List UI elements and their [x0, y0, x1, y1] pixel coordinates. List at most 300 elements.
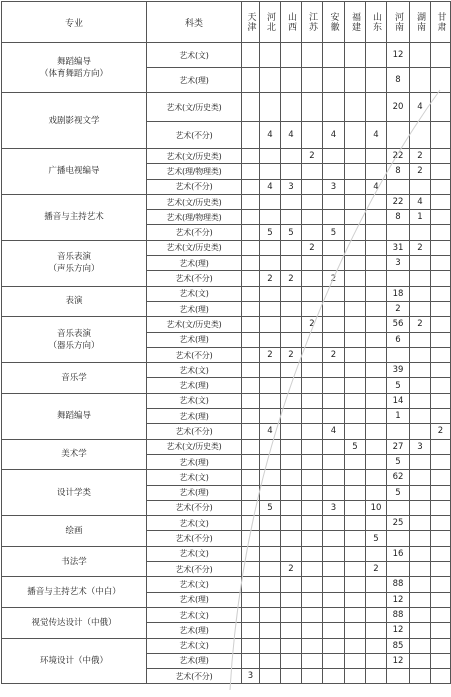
quota-cell — [260, 638, 281, 653]
quota-cell — [302, 409, 323, 424]
quota-cell — [281, 68, 302, 93]
quota-cell — [281, 653, 302, 668]
quota-cell — [431, 562, 451, 577]
quota-cell — [260, 301, 281, 316]
quota-cell — [281, 638, 302, 653]
quota-cell: 4 — [410, 194, 431, 209]
enrollment-plan-table — [1, 1, 451, 684]
quota-cell — [323, 623, 345, 638]
quota-cell — [410, 485, 431, 500]
header-category: 科类 — [147, 2, 242, 43]
category-cell: 艺术(不分) — [147, 531, 242, 546]
major-name: 舞蹈编导 — [2, 393, 147, 439]
quota-cell — [410, 638, 431, 653]
quota-cell — [366, 409, 387, 424]
quota-cell — [242, 363, 260, 378]
quota-cell — [302, 225, 323, 240]
quota-cell — [323, 653, 345, 668]
quota-cell: 2 — [410, 240, 431, 255]
quota-cell — [345, 409, 366, 424]
quota-cell — [410, 363, 431, 378]
quota-cell — [323, 194, 345, 209]
quota-cell — [260, 562, 281, 577]
quota-cell — [260, 332, 281, 347]
quota-cell — [366, 332, 387, 347]
table-row — [2, 470, 451, 485]
quota-cell — [323, 577, 345, 592]
quota-cell — [260, 378, 281, 393]
quota-cell: 14 — [387, 393, 410, 408]
quota-cell — [260, 577, 281, 592]
category-cell: 艺术(文/历史类) — [147, 317, 242, 332]
quota-cell — [387, 179, 410, 194]
category-cell: 艺术(不分) — [147, 225, 242, 240]
quota-cell: 2 — [281, 271, 302, 286]
header-province: 福建 — [345, 2, 366, 43]
quota-cell — [410, 424, 431, 439]
quota-cell — [366, 43, 387, 68]
quota-cell — [431, 240, 451, 255]
major-name: 音乐表演 （器乐方向） — [2, 317, 147, 363]
major-name: 戏剧影视文学 — [2, 93, 147, 149]
quota-cell — [431, 500, 451, 515]
category-cell: 艺术(理) — [147, 653, 242, 668]
quota-cell — [242, 301, 260, 316]
quota-cell: 1 — [410, 210, 431, 225]
quota-cell — [302, 638, 323, 653]
quota-cell — [345, 122, 366, 149]
quota-cell — [260, 470, 281, 485]
quota-cell — [281, 546, 302, 561]
quota-cell: 8 — [387, 210, 410, 225]
quota-cell — [323, 607, 345, 622]
quota-cell — [260, 409, 281, 424]
quota-cell — [345, 653, 366, 668]
quota-cell — [431, 638, 451, 653]
quota-cell: 27 — [387, 439, 410, 454]
major-name: 设计学类 — [2, 470, 147, 516]
quota-cell — [410, 393, 431, 408]
quota-cell — [242, 286, 260, 301]
quota-cell — [242, 424, 260, 439]
category-cell: 艺术(文) — [147, 363, 242, 378]
quota-cell — [431, 179, 451, 194]
quota-cell: 12 — [387, 653, 410, 668]
quota-cell — [345, 256, 366, 271]
quota-cell — [345, 271, 366, 286]
quota-cell: 2 — [302, 240, 323, 255]
quota-cell: 4 — [366, 179, 387, 194]
quota-cell — [302, 393, 323, 408]
quota-cell — [302, 669, 323, 684]
quota-cell — [345, 454, 366, 469]
quota-cell: 4 — [323, 424, 345, 439]
quota-cell — [323, 546, 345, 561]
quota-cell — [242, 240, 260, 255]
quota-cell — [302, 256, 323, 271]
header-major: 专业 — [2, 2, 147, 43]
quota-cell — [242, 470, 260, 485]
table-body — [2, 43, 451, 684]
quota-cell — [431, 210, 451, 225]
quota-cell — [431, 194, 451, 209]
table-row — [2, 317, 451, 332]
quota-cell: 3 — [387, 256, 410, 271]
quota-cell — [281, 607, 302, 622]
quota-cell: 25 — [387, 516, 410, 531]
quota-cell — [345, 424, 366, 439]
category-cell: 艺术(不分) — [147, 122, 242, 149]
category-cell: 艺术(理/物理类) — [147, 210, 242, 225]
quota-cell — [366, 623, 387, 638]
quota-cell — [410, 531, 431, 546]
quota-cell — [302, 424, 323, 439]
quota-cell: 2 — [260, 347, 281, 362]
quota-cell — [260, 256, 281, 271]
quota-cell — [260, 43, 281, 68]
major-name: 音乐学 — [2, 363, 147, 394]
quota-cell — [302, 271, 323, 286]
quota-cell — [323, 164, 345, 179]
quota-cell — [366, 363, 387, 378]
quota-cell — [345, 301, 366, 316]
quota-cell — [410, 179, 431, 194]
quota-cell — [431, 516, 451, 531]
header-province: 江苏 — [302, 2, 323, 43]
quota-cell — [242, 93, 260, 122]
quota-cell — [431, 592, 451, 607]
quota-cell: 2 — [410, 149, 431, 164]
quota-cell — [366, 546, 387, 561]
quota-cell — [366, 317, 387, 332]
quota-cell — [242, 638, 260, 653]
quota-cell — [281, 210, 302, 225]
quota-cell — [366, 485, 387, 500]
quota-cell: 2 — [302, 317, 323, 332]
quota-cell — [345, 347, 366, 362]
quota-cell: 5 — [387, 485, 410, 500]
quota-cell — [260, 286, 281, 301]
quota-cell: 2 — [323, 347, 345, 362]
major-name: 音乐表演 （声乐方向） — [2, 240, 147, 286]
quota-cell — [323, 317, 345, 332]
quota-cell: 2 — [260, 271, 281, 286]
quota-cell — [323, 332, 345, 347]
quota-cell — [242, 516, 260, 531]
category-cell: 艺术(文/历史类) — [147, 149, 242, 164]
quota-cell — [345, 363, 366, 378]
quota-cell — [242, 623, 260, 638]
quota-cell — [302, 301, 323, 316]
quota-cell — [345, 669, 366, 684]
quota-cell — [410, 256, 431, 271]
quota-cell — [410, 347, 431, 362]
quota-cell: 5 — [260, 500, 281, 515]
quota-cell — [281, 317, 302, 332]
table-row — [2, 439, 451, 454]
quota-cell — [302, 93, 323, 122]
header-province: 河南 — [387, 2, 410, 43]
quota-cell — [366, 470, 387, 485]
quota-cell — [242, 194, 260, 209]
quota-cell — [260, 454, 281, 469]
quota-cell — [302, 68, 323, 93]
quota-cell — [410, 577, 431, 592]
quota-cell — [242, 485, 260, 500]
quota-cell — [345, 43, 366, 68]
quota-cell — [281, 256, 302, 271]
quota-cell — [387, 225, 410, 240]
quota-cell — [323, 149, 345, 164]
table-row — [2, 638, 451, 653]
category-cell: 艺术(理) — [147, 409, 242, 424]
quota-cell — [260, 363, 281, 378]
quota-cell — [345, 286, 366, 301]
category-cell: 艺术(文/历史类) — [147, 93, 242, 122]
quota-cell — [431, 409, 451, 424]
quota-cell — [281, 424, 302, 439]
quota-cell — [345, 240, 366, 255]
quota-cell: 5 — [387, 378, 410, 393]
quota-cell — [242, 225, 260, 240]
quota-cell: 4 — [281, 122, 302, 149]
quota-cell — [302, 194, 323, 209]
quota-cell — [410, 225, 431, 240]
table-row — [2, 363, 451, 378]
quota-cell — [345, 607, 366, 622]
quota-cell — [431, 623, 451, 638]
quota-cell — [281, 669, 302, 684]
quota-cell — [260, 317, 281, 332]
quota-cell — [366, 256, 387, 271]
header-province: 安徽 — [323, 2, 345, 43]
quota-cell — [323, 240, 345, 255]
quota-cell — [323, 210, 345, 225]
quota-cell: 4 — [366, 122, 387, 149]
quota-cell: 5 — [260, 225, 281, 240]
quota-cell: 4 — [410, 93, 431, 122]
quota-cell — [302, 562, 323, 577]
quota-cell: 88 — [387, 607, 410, 622]
category-cell: 艺术(文/历史类) — [147, 194, 242, 209]
quota-cell — [410, 470, 431, 485]
quota-cell — [410, 332, 431, 347]
quota-cell — [345, 149, 366, 164]
quota-cell — [431, 546, 451, 561]
quota-cell — [242, 577, 260, 592]
quota-cell: 12 — [387, 623, 410, 638]
quota-cell: 85 — [387, 638, 410, 653]
major-name: 绘画 — [2, 516, 147, 547]
quota-cell — [431, 470, 451, 485]
quota-cell: 3 — [323, 500, 345, 515]
quota-cell — [260, 531, 281, 546]
quota-cell — [345, 531, 366, 546]
quota-cell — [302, 378, 323, 393]
header-province: 甘肃 — [431, 2, 451, 43]
quota-cell — [260, 669, 281, 684]
quota-cell — [302, 485, 323, 500]
quota-cell — [302, 531, 323, 546]
quota-cell — [410, 592, 431, 607]
quota-cell: 4 — [323, 122, 345, 149]
quota-cell — [345, 68, 366, 93]
quota-cell — [410, 378, 431, 393]
quota-cell — [242, 592, 260, 607]
major-name: 美术学 — [2, 439, 147, 470]
table-row — [2, 577, 451, 592]
category-cell: 艺术(文) — [147, 393, 242, 408]
quota-cell — [260, 149, 281, 164]
quota-cell — [410, 623, 431, 638]
quota-cell — [260, 485, 281, 500]
quota-cell: 4 — [260, 179, 281, 194]
table-row — [2, 393, 451, 408]
quota-cell — [242, 164, 260, 179]
quota-cell — [431, 317, 451, 332]
quota-cell: 3 — [410, 439, 431, 454]
quota-cell — [281, 43, 302, 68]
major-name: 舞蹈编导 （体育舞蹈方向） — [2, 43, 147, 93]
quota-cell — [431, 393, 451, 408]
quota-cell — [410, 271, 431, 286]
quota-cell — [431, 93, 451, 122]
quota-cell — [302, 210, 323, 225]
quota-cell — [345, 194, 366, 209]
quota-cell — [302, 592, 323, 607]
quota-cell — [431, 485, 451, 500]
quota-cell — [260, 164, 281, 179]
quota-cell: 12 — [387, 592, 410, 607]
quota-cell — [242, 179, 260, 194]
quota-cell — [345, 378, 366, 393]
quota-cell — [410, 669, 431, 684]
major-name: 播音与主持艺术（中白） — [2, 577, 147, 608]
quota-cell: 2 — [302, 149, 323, 164]
quota-cell — [242, 210, 260, 225]
quota-cell — [366, 68, 387, 93]
quota-cell — [431, 378, 451, 393]
quota-cell — [281, 393, 302, 408]
quota-cell — [242, 43, 260, 68]
quota-cell: 2 — [410, 164, 431, 179]
quota-cell — [281, 286, 302, 301]
category-cell: 艺术(文) — [147, 470, 242, 485]
quota-cell: 3 — [281, 179, 302, 194]
quota-cell — [323, 562, 345, 577]
quota-cell — [242, 149, 260, 164]
category-cell: 艺术(理) — [147, 332, 242, 347]
quota-cell — [323, 485, 345, 500]
header-province: 天津 — [242, 2, 260, 43]
category-cell: 艺术(文/历史类) — [147, 439, 242, 454]
major-name: 环境设计（中俄） — [2, 638, 147, 684]
quota-cell: 2 — [387, 301, 410, 316]
quota-cell — [323, 301, 345, 316]
quota-cell — [366, 164, 387, 179]
quota-cell — [345, 332, 366, 347]
quota-cell — [366, 638, 387, 653]
quota-cell — [281, 93, 302, 122]
quota-cell — [366, 592, 387, 607]
quota-cell — [410, 68, 431, 93]
quota-cell: 2 — [281, 347, 302, 362]
quota-cell: 10 — [366, 500, 387, 515]
quota-cell — [281, 378, 302, 393]
table-row — [2, 194, 451, 209]
category-cell: 艺术(理) — [147, 68, 242, 93]
quota-cell — [281, 485, 302, 500]
quota-cell — [387, 500, 410, 515]
header-province: 河北 — [260, 2, 281, 43]
quota-cell: 56 — [387, 317, 410, 332]
quota-cell — [323, 256, 345, 271]
category-cell: 艺术(理) — [147, 454, 242, 469]
category-cell: 艺术(理) — [147, 623, 242, 638]
quota-cell — [302, 164, 323, 179]
major-name: 表演 — [2, 286, 147, 317]
quota-cell — [260, 607, 281, 622]
quota-cell — [345, 470, 366, 485]
quota-cell — [302, 577, 323, 592]
quota-cell — [302, 470, 323, 485]
quota-cell — [260, 240, 281, 255]
table-row — [2, 43, 451, 68]
quota-cell — [281, 149, 302, 164]
quota-cell — [242, 500, 260, 515]
quota-cell — [387, 669, 410, 684]
quota-cell — [431, 669, 451, 684]
quota-cell — [260, 393, 281, 408]
quota-cell — [387, 122, 410, 149]
quota-cell — [410, 286, 431, 301]
quota-cell — [431, 256, 451, 271]
quota-cell: 5 — [345, 439, 366, 454]
table-row — [2, 149, 451, 164]
quota-cell — [431, 439, 451, 454]
quota-cell — [410, 122, 431, 149]
quota-cell — [302, 623, 323, 638]
header-row — [2, 2, 451, 43]
quota-cell — [431, 286, 451, 301]
quota-cell — [431, 225, 451, 240]
quota-cell: 4 — [260, 122, 281, 149]
category-cell: 艺术(文) — [147, 638, 242, 653]
quota-cell — [281, 500, 302, 515]
quota-cell — [281, 363, 302, 378]
quota-cell — [281, 439, 302, 454]
quota-cell — [302, 546, 323, 561]
quota-cell — [366, 439, 387, 454]
quota-cell — [302, 500, 323, 515]
quota-cell — [345, 623, 366, 638]
quota-cell — [431, 301, 451, 316]
quota-cell — [410, 409, 431, 424]
quota-cell: 2 — [366, 562, 387, 577]
table-row — [2, 546, 451, 561]
quota-cell — [366, 393, 387, 408]
quota-cell — [366, 93, 387, 122]
category-cell: 艺术(不分) — [147, 424, 242, 439]
quota-cell — [302, 332, 323, 347]
category-cell: 艺术(理) — [147, 256, 242, 271]
quota-cell: 3 — [242, 669, 260, 684]
quota-cell — [431, 149, 451, 164]
quota-cell: 8 — [387, 68, 410, 93]
quota-cell: 5 — [387, 454, 410, 469]
quota-cell — [366, 301, 387, 316]
quota-cell — [323, 470, 345, 485]
